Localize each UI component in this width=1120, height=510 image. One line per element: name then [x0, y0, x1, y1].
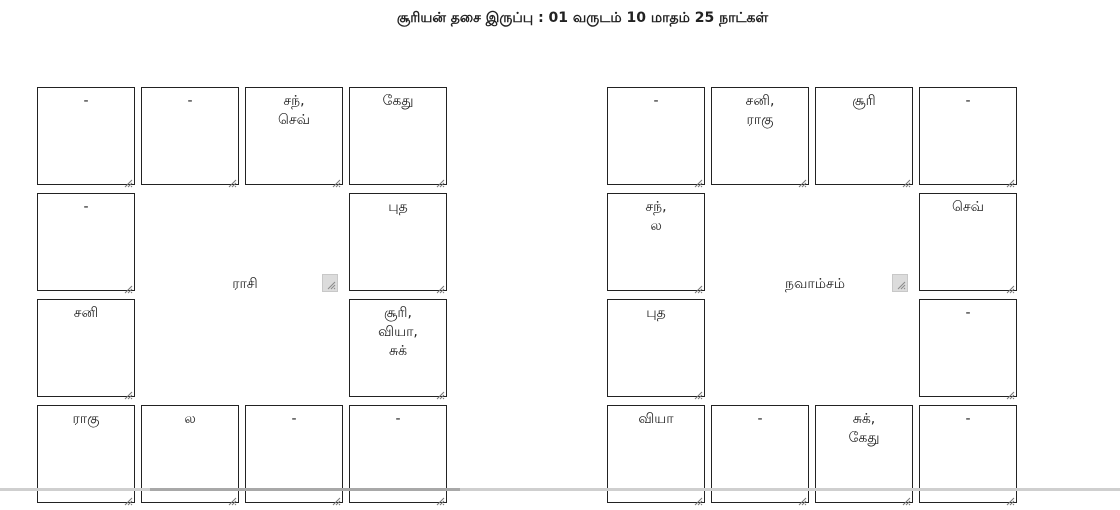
- resize-grip-icon[interactable]: [1005, 385, 1015, 395]
- house-planets: -: [83, 93, 89, 109]
- resize-grip-icon[interactable]: [693, 491, 703, 501]
- resize-grip-icon[interactable]: [123, 173, 133, 183]
- navamsam-house-6[interactable]: [919, 299, 1017, 397]
- navamsam-house-2[interactable]: [711, 87, 809, 185]
- house-planets: புத: [388, 199, 408, 215]
- house-planets: சந், ல: [645, 199, 667, 234]
- resize-grip-icon[interactable]: [435, 385, 445, 395]
- resize-grip-icon[interactable]: [123, 491, 133, 501]
- resize-grip-icon[interactable]: [693, 385, 703, 395]
- resize-grip-icon[interactable]: [797, 491, 807, 501]
- house-planets: சனி, ராகு: [745, 93, 775, 128]
- resize-grip-icon[interactable]: [1005, 279, 1015, 289]
- resize-grip-icon[interactable]: [123, 385, 133, 395]
- navamsam-house-12[interactable]: [607, 193, 705, 291]
- resize-grip-icon[interactable]: [123, 279, 133, 289]
- house-planets: -: [395, 411, 401, 427]
- house-planets: -: [965, 411, 971, 427]
- house-planets: செவ்: [951, 199, 985, 215]
- house-planets: சூரி: [852, 93, 876, 109]
- house-planets: -: [965, 305, 971, 321]
- house-planets: -: [187, 93, 193, 109]
- house-planets: ல: [184, 411, 196, 427]
- resize-grip-icon[interactable]: [901, 173, 911, 183]
- house-planets: சனி: [73, 305, 99, 321]
- resize-grip-icon[interactable]: [797, 173, 807, 183]
- house-planets: -: [83, 199, 89, 215]
- rasi-house-3[interactable]: [245, 87, 343, 185]
- house-planets: -: [291, 411, 297, 427]
- resize-grip-icon[interactable]: [227, 491, 237, 501]
- resize-grip-icon[interactable]: [693, 173, 703, 183]
- resize-grip-icon[interactable]: [435, 279, 445, 289]
- rasi-house-5[interactable]: [349, 193, 447, 291]
- resize-grip-icon[interactable]: [693, 279, 703, 289]
- resize-grip-icon[interactable]: [901, 491, 911, 501]
- resize-grip-icon[interactable]: [435, 491, 445, 501]
- house-planets: புத: [646, 305, 666, 321]
- navamsam-house-4[interactable]: [919, 87, 1017, 185]
- rasi-resize-handle[interactable]: [322, 274, 338, 292]
- rasi-chart-label: ராசி: [232, 276, 258, 292]
- navamsam-chart-label: நவாம்சம்: [785, 276, 845, 292]
- resize-grip-icon[interactable]: [227, 173, 237, 183]
- resize-grip-icon[interactable]: [435, 173, 445, 183]
- rasi-house-4[interactable]: [349, 87, 447, 185]
- rasi-house-11[interactable]: [37, 299, 135, 397]
- rasi-house-12[interactable]: [37, 193, 135, 291]
- navamsam-resize-handle[interactable]: [892, 274, 908, 292]
- house-planets: கேது: [382, 93, 414, 109]
- house-planets: -: [653, 93, 659, 109]
- house-planets: வியா: [638, 411, 674, 427]
- resize-grip-icon[interactable]: [1005, 173, 1015, 183]
- navamsam-chart: [607, 87, 1019, 507]
- rasi-chart: [37, 87, 449, 507]
- dasa-balance-title: சூரியன் தசை இருப்பு : 01 வருடம் 10 மாதம் 25 நாட்கள்: [396, 10, 769, 26]
- rasi-house-2[interactable]: [141, 87, 239, 185]
- navamsam-house-11[interactable]: [607, 299, 705, 397]
- resize-grip-icon[interactable]: [331, 173, 341, 183]
- navamsam-house-3[interactable]: [815, 87, 913, 185]
- house-planets: ராகு: [72, 411, 100, 427]
- resize-grip-icon[interactable]: [331, 491, 341, 501]
- house-planets: -: [965, 93, 971, 109]
- house-planets: -: [757, 411, 763, 427]
- house-planets: சந், செவ்: [277, 93, 311, 128]
- rasi-house-1[interactable]: [37, 87, 135, 185]
- house-planets: சுக், கேது: [848, 411, 880, 446]
- rasi-house-6[interactable]: [349, 299, 447, 397]
- house-planets: சூரி, வியா, சுக்: [378, 305, 418, 359]
- navamsam-house-5[interactable]: [919, 193, 1017, 291]
- navamsam-house-1[interactable]: [607, 87, 705, 185]
- resize-grip-icon[interactable]: [1005, 491, 1015, 501]
